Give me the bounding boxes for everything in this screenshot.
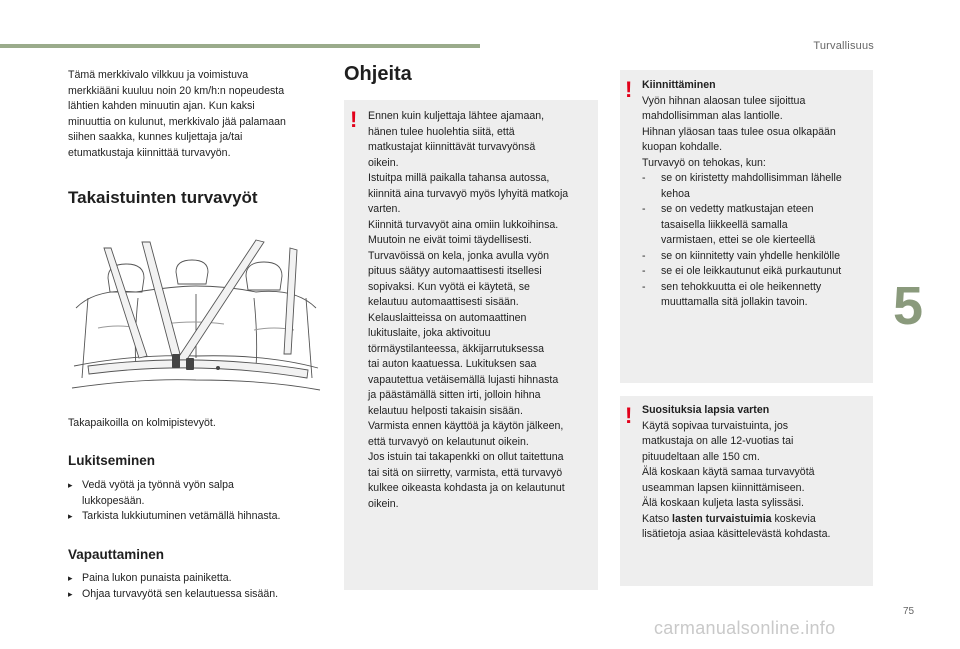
dash-bullet: - [642,280,646,293]
text-line: kiinnitä aina turvavyö myös lyhyitä matkoja [368,187,569,200]
text-line: pituus säätyy automaattisesti itsellesi [368,265,542,277]
text-line: mahdollisimman alas lantiolle. [642,110,783,122]
text-line: kuopan kohdalle. [642,141,723,153]
intro-line: etumatkustaja kiinnittää turvavyön. [68,146,231,159]
list-item: ▸ Ohjaa turvavyötä sen kelautuessa sisään. [68,587,338,603]
section-name: Turvallisuus [813,40,874,52]
fastening-text [642,78,870,311]
intro-line: siihen saakka, kunnes kuljettaja ja/tai [68,131,243,143]
see-reference: Katso lasten turvaistuimia koskevia [642,512,816,525]
page-number: 75 [903,606,915,617]
text-line: oikein. [368,156,399,169]
left-column [68,68,328,161]
text-line: Turvavöissä on kela, jonka avulla vyön [368,249,549,262]
list-item: - sen tehokkuutta ei ole heikennetty muuttamalla sitä jollakin tavoin. [642,280,870,311]
warning-icon: ! [350,107,358,132]
text-line: Istuitpa millä paikalla tahansa autossa, [368,172,550,184]
text-line: Älä koskaan kuljeta lasta sylissäsi. [642,497,804,509]
list-item: - se on kiristetty mahdollisimman lähelle kehoa [642,171,870,202]
arrow-bullet-icon: ▸ [68,511,73,521]
text-line: Käytä sopivaa turvaistuinta, jos [642,419,789,432]
list-item: ▸ Vedä vyötä ja työnnä vyön salpa lukkopesään. [68,478,338,509]
text-line: Muutoin ne eivät toimi täydellisesti. [368,234,532,246]
text-line: oikein. [368,497,399,510]
text-line: kulkee oikeasta kohdasta ja on kelautunut [368,482,565,494]
intro-line: Tämä merkkivalo vilkkuu ja voimistuva [68,69,249,81]
list-item: ▸ Tarkista lukkiutuminen vetämällä hihnasta. [68,509,338,525]
text-line: Jos istuin tai takapenkki on ollut taitettuna [368,451,564,463]
release-title: Vapauttaminen [68,547,165,562]
list-item: - se on vedetty matkustajan eteen tasaisella liikkeellä samalla varmistaen, ettei se ole kierteellä [642,202,870,249]
dash-bullet: - [642,265,646,277]
rear-seat-illustration [68,238,321,408]
guidelines-title: Ohjeita [344,63,412,85]
arrow-bullet-icon: ▸ [68,573,73,583]
text-line: varten. [368,203,401,215]
list-item: - se ei ole leikkautunut eikä purkautunut [642,264,870,280]
text-line: kelautuu helposti takaisin sisään. [368,404,523,417]
arrow-bullet-icon: ▸ [68,480,73,490]
text-line: Ennen kuin kuljettaja lähtee ajamaan, [368,110,545,122]
warning-icon: ! [625,403,633,428]
header-accent-bar [0,44,480,48]
text-line: Turvavyö on tehokas, kun: [642,156,766,169]
text-line: kelautuu automaattisesti sisään. [368,296,519,308]
illustration-caption: Takapaikoilla on kolmipistevyöt. [68,417,216,429]
list-item: ▸ Paina lukon punaista painiketta. [68,571,338,587]
children-title: Suosituksia lapsia varten [642,404,770,416]
warning-icon: ! [625,77,633,102]
text-line: sopivaksi. Kun vyötä ei käytetä, se [368,280,530,293]
text-line: pituudeltaan alle 150 cm. [642,450,760,463]
arrow-bullet-icon: ▸ [68,588,73,599]
dash-bullet: - [642,203,646,215]
guidelines-text [368,109,596,512]
text-line: lisätietoja asiaa käsittelevästä kohdasta. [642,528,831,540]
text-line: Älä koskaan käytä samaa turvavyötä [642,466,815,478]
text-line: vapautettua vetäisemällä lujasti hihnasta [368,373,559,386]
children-text [642,403,870,543]
text-line: Varmista ennen käyttöä ja käytön jälkeen, [368,420,564,432]
locking-title: Lukitseminen [68,453,156,468]
text-line: Vyön hihnan alaosan tulee sijoittua [642,94,806,107]
text-line: hänen tulee huolehtia siitä, että [368,125,515,138]
text-line: useamman lapsen kiinnittämiseen. [642,481,805,494]
intro-line: lähtien kahden minuutin ajan. Kun kaksi [68,100,255,112]
text-line: Hihnan yläosan taas tulee osua olkapään [642,125,836,138]
intro-line: minuuttia on kulunut, merkkivalo jää palamaan [68,115,286,128]
watermark: carmanualsonline.info [654,618,836,638]
fastening-title: Kiinnittäminen [642,79,716,91]
intro-line: merkkiääni kuuluu noin 20 km/h:n nopeudesta [68,84,285,97]
text-line: Kelauslaitteissa on automaattinen [368,311,527,324]
text-line: ja päästämällä sitten irti, jolloin hihna [368,389,541,401]
text-line: tai auton kaatuessa. Lukituksen saa [368,358,537,370]
chapter-number: 5 [893,276,924,336]
list-item: - se on kiinnitetty vain yhdelle henkilölle [642,249,870,265]
rear-belts-title: Takaistuinten turvavyöt [68,188,258,207]
text-line: törmäystilanteessa, äkkijarrutuksessa [368,342,545,355]
text-line: matkustaja on alle 12-vuotias tai [642,435,794,447]
text-line: lukituslaite, joka aktivoituu [368,327,491,339]
text-line: tai sitä on siirretty, varmista, että turvavyö [368,466,563,479]
release-list [68,571,338,602]
dash-bullet: - [642,172,646,184]
text-line: Kiinnitä turvavyöt aina omiin lukkoihinsa. [368,218,559,231]
text-line: että turvavyö on kelautunut oikein. [368,435,529,448]
locking-list [68,478,338,525]
see-reference-link: lasten turvaistuimia [672,512,772,525]
text-line: matkustajat kiinnittävät turvavyönsä [368,141,536,153]
dash-bullet: - [642,249,646,262]
